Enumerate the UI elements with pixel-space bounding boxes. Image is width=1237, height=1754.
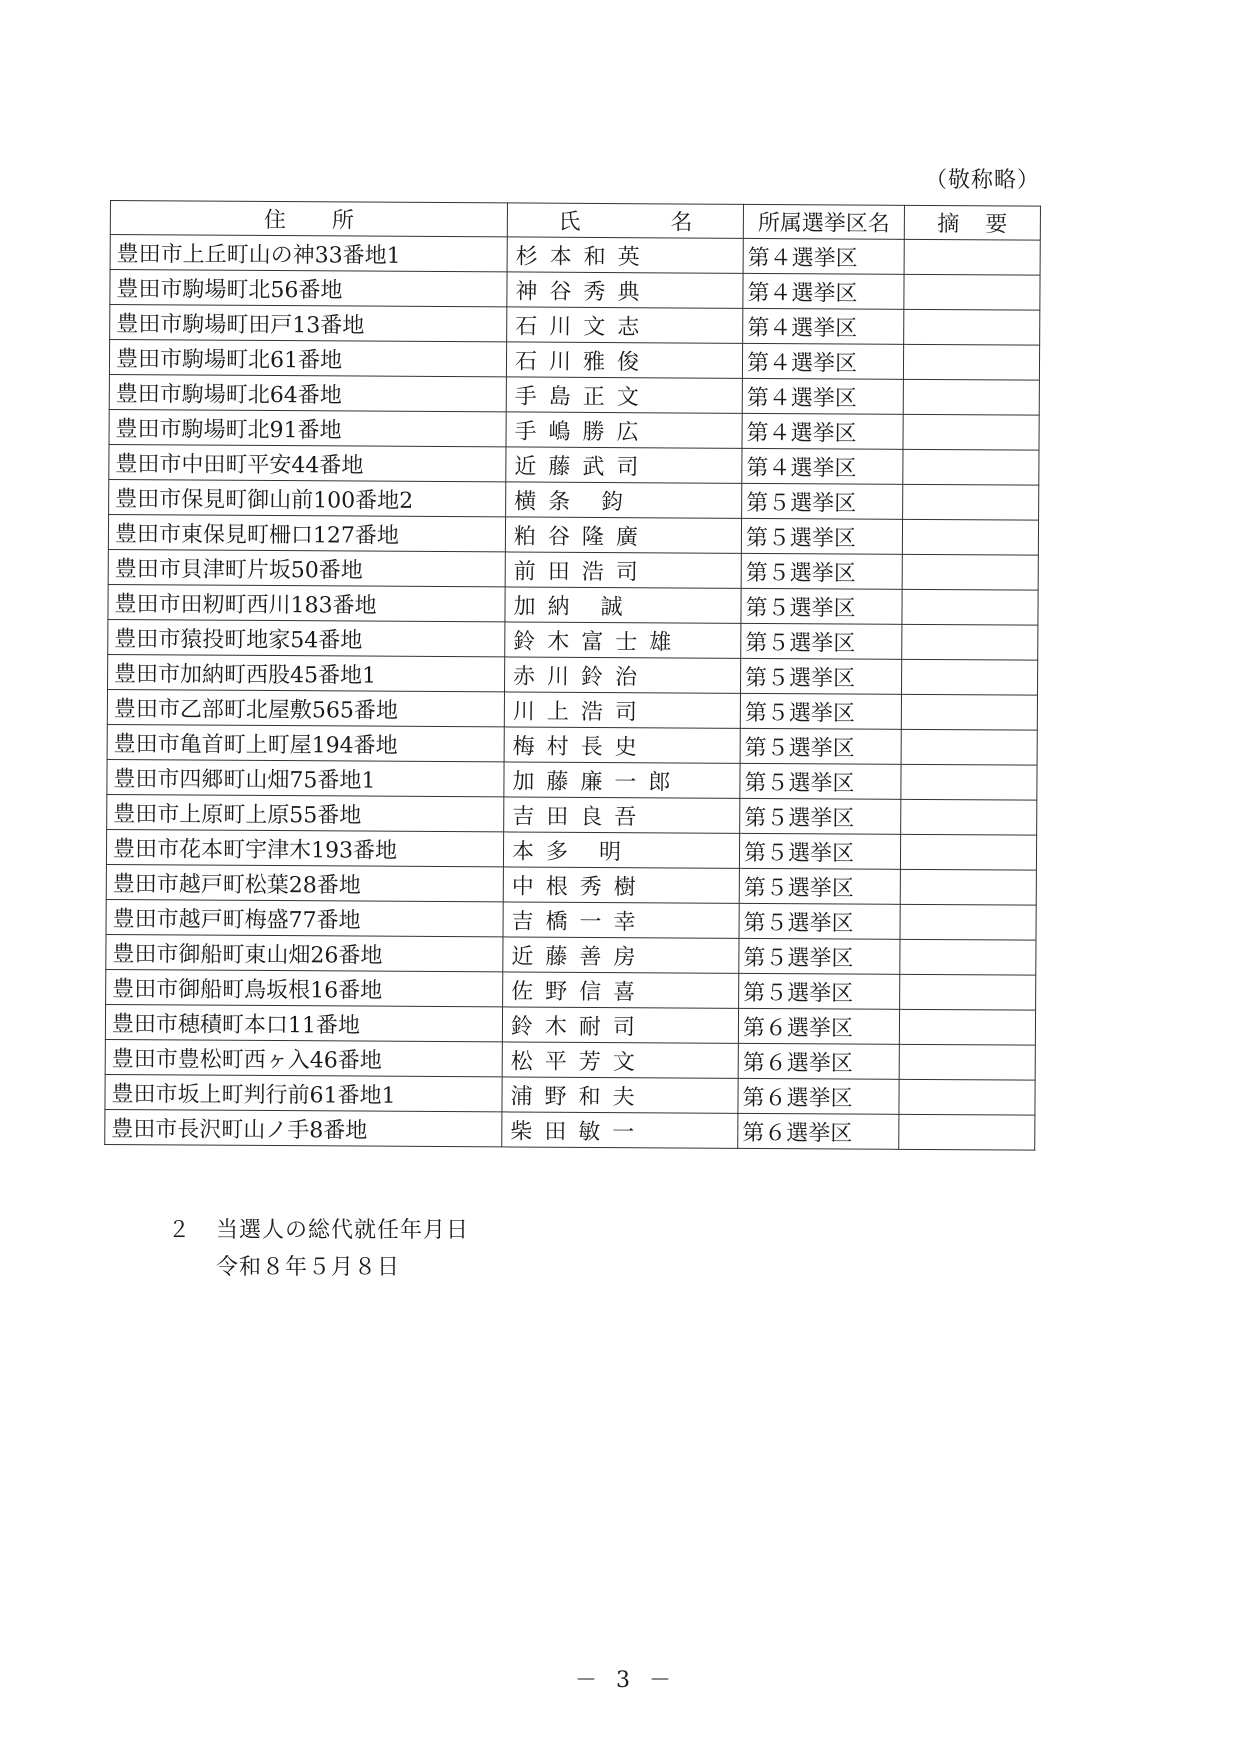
cell-name: 前田浩司 xyxy=(505,552,741,588)
cell-district: 第４選挙区 xyxy=(743,238,904,274)
page-number: － 3 － xyxy=(575,1668,677,1693)
cell-district: 第５選挙区 xyxy=(741,553,902,589)
cell-name: 浦野和夫 xyxy=(502,1077,738,1113)
cell-address: 豊田市豊松町西ヶ入46番地 xyxy=(105,1039,502,1076)
candidate-table-wrapper xyxy=(104,200,1040,1151)
table-body xyxy=(105,235,1041,1151)
header-district: 所属選挙区名 xyxy=(743,204,904,239)
header-note: 摘要 xyxy=(904,205,1040,240)
cell-note xyxy=(904,274,1040,310)
table-row xyxy=(107,724,1037,765)
section-2-heading xyxy=(168,1213,469,1244)
cell-note xyxy=(903,484,1039,520)
cell-district: 第５選挙区 xyxy=(741,518,902,554)
cell-note xyxy=(901,799,1037,835)
cell-name: 粕谷隆廣 xyxy=(505,517,741,553)
cell-name: 吉田良吾 xyxy=(504,797,740,833)
cell-address: 豊田市貝津町片坂50番地 xyxy=(108,549,505,586)
cell-district: 第５選挙区 xyxy=(740,693,901,729)
cell-name: 近藤武司 xyxy=(506,447,742,483)
cell-note xyxy=(904,239,1040,275)
cell-district: 第４選挙区 xyxy=(742,343,903,379)
cell-address: 豊田市猿投町地家54番地 xyxy=(108,619,505,656)
cell-note xyxy=(900,869,1036,905)
header-address: 住所 xyxy=(110,201,507,237)
table-row xyxy=(109,340,1039,381)
cell-address: 豊田市駒場町田戸13番地 xyxy=(110,305,507,342)
cell-district: 第５選挙区 xyxy=(740,728,901,764)
cell-address: 豊田市駒場町北91番地 xyxy=(109,409,506,446)
cell-district: 第４選挙区 xyxy=(743,273,904,309)
cell-address: 豊田市御船町東山畑26番地 xyxy=(106,934,503,971)
honorific-note: （敬称略） xyxy=(925,168,1041,193)
cell-name: 杉本和英 xyxy=(507,237,743,273)
cell-district: 第４選挙区 xyxy=(743,308,904,344)
cell-address: 豊田市越戸町梅盛77番地 xyxy=(106,899,503,936)
cell-address: 豊田市穂積町本口11番地 xyxy=(105,1004,502,1041)
cell-address: 豊田市田籾町西川183番地 xyxy=(108,584,505,621)
cell-address: 豊田市越戸町松葉28番地 xyxy=(106,864,503,901)
cell-address: 豊田市中田町平安44番地 xyxy=(109,444,506,481)
cell-name: 吉橋一幸 xyxy=(503,902,739,938)
cell-note xyxy=(901,659,1037,695)
cell-district: 第５選挙区 xyxy=(740,798,901,834)
cell-note xyxy=(902,554,1038,590)
cell-name: 神谷秀典 xyxy=(507,272,743,308)
table-row xyxy=(106,864,1036,905)
cell-name: 梅村長史 xyxy=(504,727,740,763)
cell-note xyxy=(899,1044,1035,1080)
table-row xyxy=(108,654,1038,695)
table-row xyxy=(105,1039,1035,1080)
cell-district: 第５選挙区 xyxy=(739,868,900,904)
table-row xyxy=(110,305,1040,346)
cell-name: 石川雅俊 xyxy=(506,342,742,378)
cell-district: 第５選挙区 xyxy=(741,623,902,659)
cell-note xyxy=(901,694,1037,730)
cell-note xyxy=(904,309,1040,345)
table-row xyxy=(106,899,1036,940)
header-name: 氏名 xyxy=(507,203,743,238)
table-header-row xyxy=(110,201,1040,241)
cell-district: 第５選挙区 xyxy=(742,483,903,519)
cell-address: 豊田市上丘町山の神33番地1 xyxy=(110,235,507,272)
cell-name: 加藤廉一郎 xyxy=(504,762,740,798)
cell-address: 豊田市御船町鳥坂根16番地 xyxy=(106,969,503,1006)
cell-district: 第５選挙区 xyxy=(739,973,900,1009)
cell-district: 第５選挙区 xyxy=(741,588,902,624)
table-row xyxy=(105,1109,1035,1150)
table-row xyxy=(108,514,1038,555)
cell-note xyxy=(903,414,1039,450)
cell-district: 第５選挙区 xyxy=(739,903,900,939)
table-row xyxy=(106,969,1036,1010)
cell-address: 豊田市駒場町北56番地 xyxy=(110,270,507,307)
table-row xyxy=(106,829,1036,870)
cell-note xyxy=(900,834,1036,870)
cell-district: 第４選挙区 xyxy=(742,448,903,484)
cell-district: 第６選挙区 xyxy=(738,1113,899,1149)
cell-district: 第６選挙区 xyxy=(738,1078,899,1114)
cell-address: 豊田市駒場町北61番地 xyxy=(109,340,506,377)
table-row xyxy=(109,409,1039,450)
cell-address: 豊田市駒場町北64番地 xyxy=(109,374,506,411)
cell-note xyxy=(903,344,1039,380)
cell-address: 豊田市坂上町判行前61番地1 xyxy=(105,1074,502,1111)
cell-name: 鈴木耐司 xyxy=(502,1007,738,1043)
cell-address: 豊田市長沢町山ノ手8番地 xyxy=(105,1109,502,1146)
cell-name: 近藤善房 xyxy=(503,937,739,973)
table-row xyxy=(108,619,1038,660)
cell-name: 松平芳文 xyxy=(502,1042,738,1078)
cell-name: 本多 明 xyxy=(503,832,739,868)
table-row xyxy=(107,689,1037,730)
cell-district: 第６選挙区 xyxy=(738,1043,899,1079)
cell-address: 豊田市保見町御山前100番地2 xyxy=(109,479,506,516)
cell-note xyxy=(903,449,1039,485)
cell-name: 石川文志 xyxy=(507,307,743,343)
table-row xyxy=(109,444,1039,485)
cell-note xyxy=(899,1009,1035,1045)
cell-address: 豊田市乙部町北屋敷565番地 xyxy=(107,689,504,726)
cell-note xyxy=(901,729,1037,765)
cell-name: 手島正文 xyxy=(506,377,742,413)
cell-note xyxy=(899,1114,1035,1150)
cell-note xyxy=(900,974,1036,1010)
table-row xyxy=(106,934,1036,975)
cell-name: 鈴木富士雄 xyxy=(505,622,741,658)
cell-address: 豊田市加納町西股45番地1 xyxy=(108,654,505,691)
cell-note xyxy=(900,904,1036,940)
cell-district: 第５選挙区 xyxy=(740,658,901,694)
cell-district: 第４選挙区 xyxy=(742,378,903,414)
table-row xyxy=(110,235,1040,276)
section-2-number: ２ xyxy=(168,1218,192,1243)
cell-name: 川上浩司 xyxy=(504,692,740,728)
cell-district: 第５選挙区 xyxy=(740,763,901,799)
section-2-title: 当選人の総代就任年月日 xyxy=(216,1218,470,1243)
cell-name: 横条 鈞 xyxy=(506,482,742,518)
cell-name: 佐野信喜 xyxy=(503,972,739,1008)
candidate-table xyxy=(104,200,1041,1151)
cell-name: 中根秀樹 xyxy=(503,867,739,903)
cell-note xyxy=(902,519,1038,555)
cell-district: 第５選挙区 xyxy=(739,938,900,974)
cell-address: 豊田市花本町宇津木193番地 xyxy=(106,829,503,866)
table-row xyxy=(109,479,1039,520)
table-row xyxy=(108,549,1038,590)
cell-address: 豊田市上原町上原55番地 xyxy=(107,794,504,831)
cell-district: 第４選挙区 xyxy=(742,413,903,449)
cell-name: 柴田敏一 xyxy=(502,1112,738,1148)
table-row xyxy=(107,794,1037,835)
cell-note xyxy=(900,939,1036,975)
cell-address: 豊田市四郷町山畑75番地1 xyxy=(107,759,504,796)
table-row xyxy=(105,1004,1035,1045)
cell-name: 手嶋勝広 xyxy=(506,412,742,448)
table-row xyxy=(105,1074,1035,1115)
table-row xyxy=(110,270,1040,311)
cell-address: 豊田市亀首町上町屋194番地 xyxy=(107,724,504,761)
cell-note xyxy=(901,764,1037,800)
cell-note xyxy=(899,1079,1035,1115)
cell-note xyxy=(903,379,1039,415)
section-2-date: 令和８年５月８日 xyxy=(216,1255,401,1280)
cell-note xyxy=(902,624,1038,660)
cell-district: 第６選挙区 xyxy=(738,1008,899,1044)
cell-name: 加納 誠 xyxy=(505,587,741,623)
table-row xyxy=(107,759,1037,800)
cell-address: 豊田市東保見町柵口127番地 xyxy=(108,514,505,551)
table-row xyxy=(109,374,1039,415)
table-row xyxy=(108,584,1038,625)
cell-name: 赤川鈴治 xyxy=(505,657,741,693)
cell-district: 第５選挙区 xyxy=(739,833,900,869)
cell-note xyxy=(902,589,1038,625)
